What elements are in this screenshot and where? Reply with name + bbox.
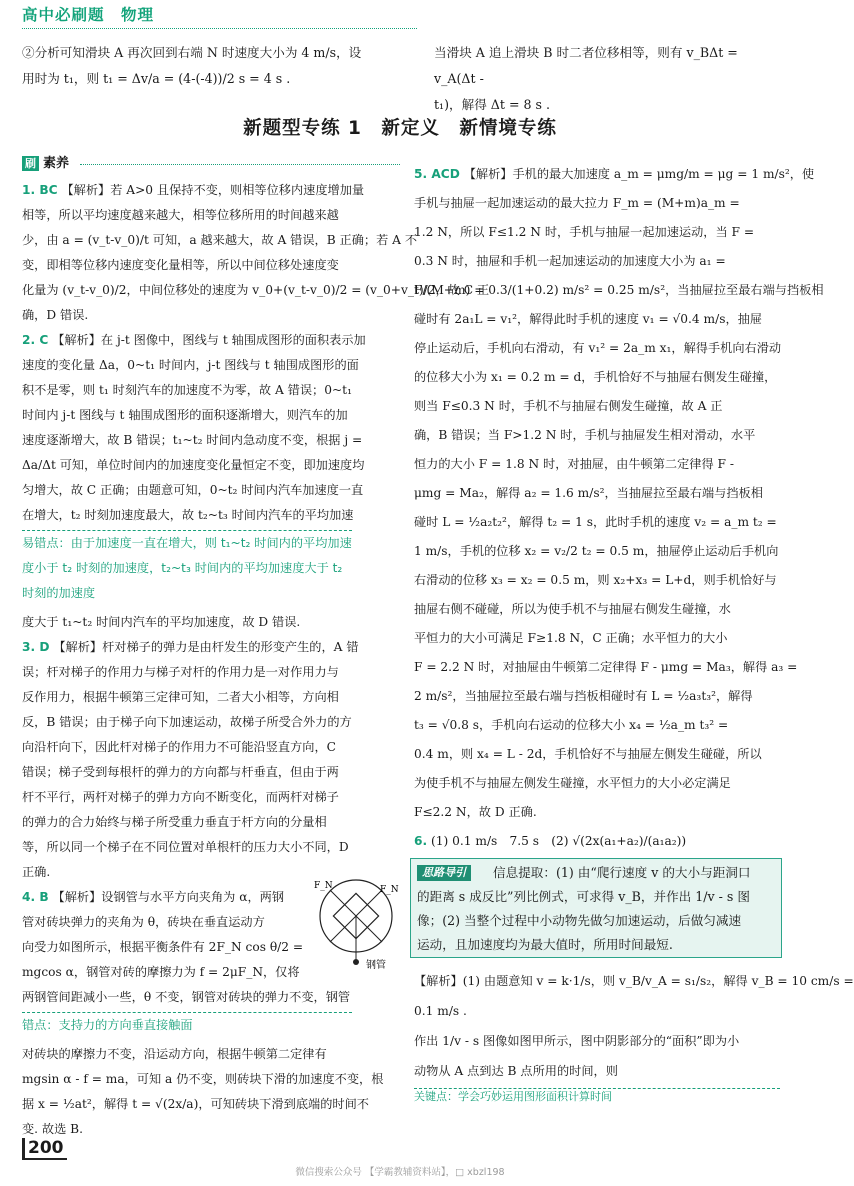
text-line (22, 635, 359, 660)
thinking-guide-box (410, 858, 782, 958)
right-column (414, 160, 824, 856)
line-text: 确，B 错误；当 F>1.2 N 时，手机与抽屉发生相对滑动，水平 (414, 428, 756, 442)
line-text: 正确. (22, 865, 51, 879)
line-text: 0.4 m，则 x₄ = L - 2d，手机恰好不与抽屉左侧发生碰碰，所以 (414, 747, 762, 761)
guide-label: 思路导引 (417, 865, 471, 881)
question-number: 5. ACD (414, 167, 460, 181)
line-text: 右滑动的位移 x₃ = x₂ = 0.5 m，则 x₂+x₃ = L+d，则手机恰好与 (414, 573, 777, 587)
guide-line: 的距离 s 成反比”列比例式，可求得 v_B，并作出 1/v - s 图 (417, 889, 750, 904)
left-subtitle: 素养 (43, 156, 70, 171)
line-text: 作出 1/v - s 图像如图甲所示，图中阴影部分的“面积”即为小 (414, 1034, 740, 1048)
text-line (414, 218, 780, 247)
line-text: 向沿杆向下，因此杆对梯子的作用力不可能沿竖直方向，C (22, 740, 337, 754)
line-text: Δa/Δt 可知，单位时间内的加速度变化量恒定不变，即加速度均 (22, 458, 365, 472)
header-title: 高中必刷题 物理 (22, 6, 155, 24)
subtitle-dotline (80, 164, 400, 165)
brush-tag: 刷 (22, 156, 39, 171)
line-text: 错误；梯子受到每根杆的弹力的方向都与杆垂直，但由于两 (22, 765, 339, 779)
text-line (22, 478, 364, 503)
line-text: 手机与抽屉一起加速运动的最大拉力 F_m = (M+m)a_m = (414, 196, 740, 210)
line-text: 速度的变化量 Δa，0~t₁ 时间内，j-t 图线与 t 轴围成图形的面 (22, 358, 359, 372)
question-number: 1. BC (22, 183, 58, 197)
text-line (22, 353, 359, 378)
question-number: 3. D (22, 640, 50, 654)
line-text: t₃ = √0.8 s，手机向右运动的位移大小 x₄ = ½a_m t₃² = (414, 718, 729, 732)
line-text: 碰时有 2a₁L = v₁²，解得此时手机的速度 v₁ = √0.4 m/s，抽屉 (414, 312, 763, 326)
line-text: 时间内 j-t 图线与 t 轴围成图形的面积逐渐增大，则汽车的加 (22, 408, 348, 422)
question-number: 4. B (22, 890, 49, 904)
header-rule (22, 28, 417, 29)
line-text: (1) 0.1 m/s 7.5 s (2) √(2x(a₁+a₂)/(a₁a₂)) (431, 834, 687, 848)
line-text: 据 x = ½at²，解得 t = √(2x/a)，可知砖块下滑到底端的时间不 (22, 1097, 369, 1111)
text-line (22, 253, 352, 278)
text-line (414, 827, 780, 856)
text-line (414, 508, 780, 537)
top-right-line: 当滑块 A 追上滑块 B 时二者位移相等，则有 v_BΔt = v_A(Δt - (434, 45, 738, 86)
line-text: 相等，所以平均速度越来越大，相等位移所用的时间越来越 (22, 208, 339, 222)
text-line (22, 278, 490, 303)
line-text: 的弹力的合力始终与梯子所受重力垂直于杆方向的分量相 (22, 815, 327, 829)
line-text: μmg = Ma₂，解得 a₂ = 1.6 m/s²，当抽屉拉至最右端与挡板相 (414, 486, 763, 500)
top-left-line: ②分析可知滑块 A 再次回到右端 N 时速度大小为 4 m/s，设 (22, 45, 362, 60)
text-line (414, 1026, 780, 1056)
left-subtitle-row (22, 150, 402, 172)
guide-line: 运动，且加速度均为最大值时，所用时间最短. (417, 937, 673, 952)
watermark: 微信搜索公众号 【学霸教辅资料站】，□ xbzl198 (295, 1167, 505, 1178)
text-line (22, 885, 352, 910)
line-text: 【解析】设钢管与水平方向夹角为 α，两钢 (52, 890, 285, 904)
text-line (22, 403, 352, 428)
text-line (22, 735, 352, 760)
pipe-label: 钢管 (366, 960, 386, 971)
line-text: 匀增大，故 C 正确；由题意可知，0~t₂ 时间内汽车加速度一直 (22, 483, 364, 497)
line-text: 则当 F≤0.3 N 时，手机不与抽屉右侧发生碰撞，故 A 正 (414, 399, 723, 413)
line-text: 【解析】杆对梯子的弹力是由杆发生的形变产生的，A 错 (53, 640, 359, 654)
text-line (22, 178, 365, 203)
text-line (22, 228, 418, 253)
text-line (414, 653, 798, 682)
line-text: F = 2.2 N 时，对抽屉由牛顿第二定律得 F - μmg = Ma₃，解得 a₃ = (414, 660, 798, 674)
note-text: 易错点：由于加速度一直在增大，则 t₁~t₂ 时间内的平均加速度小于 t₂ 时刻的加速度，t₂~t₃ 时间内的平均加速度大于 t₂ 时刻的加速度 (22, 536, 352, 600)
text-line (414, 682, 780, 711)
force-diagram (310, 870, 402, 970)
line-text: 杆不平行，两杆对梯子的弹力方向不断变化，而两杆对梯子 (22, 790, 339, 804)
margin-note (414, 1088, 780, 1104)
line-text: 两钢管间距减小一些，θ 不变，钢管对砖块的弹力不变，钢管 (22, 990, 351, 1004)
fn-label-1: F_N (314, 881, 333, 891)
text-line (414, 1056, 780, 1086)
line-text: 度大于 t₁~t₂ 时间内汽车的平均加速度，故 D 错误. (22, 615, 301, 629)
line-text: mgsin α - f = ma，可知 a 仍不变，则砖块下滑的加速度不变，根 (22, 1072, 384, 1086)
text-line (22, 1117, 352, 1142)
line-text: 为使手机不与抽屉左侧发生碰撞，水平恒力的大小必定满足 (414, 776, 731, 790)
section-title: 新题型专练 1 新定义 新情境专练 (243, 118, 557, 139)
top-left-block (22, 40, 402, 92)
line-text: 的位移大小为 x₁ = 0.2 m = d，手机恰好不与抽屉右侧发生碰撞， (414, 370, 777, 384)
line-text: 1 m/s，手机的位移 x₂ = v₂/2 t₂ = 0.5 m，抽屉停止运动后手机向 (414, 544, 779, 558)
line-text: 反作用力，根据牛顿第三定律可知，二者大小相等，方向相 (22, 690, 339, 704)
text-line (22, 1042, 352, 1067)
line-text: 误；杆对梯子的作用力与梯子对杆的作用力是一对作用力与 (22, 665, 339, 679)
line-text: F≤2.2 N，故 D 正确. (414, 805, 537, 819)
text-line (414, 769, 780, 798)
text-line (414, 160, 815, 189)
text-line (22, 660, 352, 685)
line-text: 【解析】在 j-t 图像中，图线与 t 轴围成图形的面积表示加 (52, 333, 366, 347)
text-line (414, 537, 780, 566)
line-text: 【解析】手机的最大加速度 a_m = μmg/m = μg = 1 m/s²，使 (463, 167, 815, 181)
text-line (22, 1067, 384, 1092)
text-line (414, 740, 780, 769)
line-text: 对砖块的摩擦力不变，沿运动方向，根据牛顿第二定律有 (22, 1047, 327, 1061)
line-text: 确，D 错误. (22, 308, 89, 322)
text-line (414, 363, 780, 392)
margin-note (22, 1012, 352, 1038)
note-text: 错点：支持力的方向垂直接触面 (22, 1018, 193, 1032)
line-text: 反，B 错误；由于梯子向下加速运动，故梯子所受合外力的方 (22, 715, 352, 729)
text-line (414, 966, 854, 996)
margin-note (22, 530, 352, 606)
text-line (414, 798, 780, 827)
line-text: 向受力如图所示，根据平衡条件有 2F_N cos θ/2 = (22, 940, 304, 954)
text-line (414, 334, 780, 363)
page-header (22, 2, 782, 32)
line-text: mgcos α，钢管对砖的摩擦力为 f = 2μF_N，仅将 (22, 965, 300, 979)
text-line (414, 189, 780, 218)
text-line (22, 503, 352, 528)
line-text: 【解析】(1) 由题意知 v = k·1/s，则 v_B/v_A = s₁/s₂，解得 v_B = 10 cm/s = (414, 974, 854, 988)
text-line (22, 785, 352, 810)
text-line (414, 276, 824, 305)
line-text: 平恒力的大小可满足 F≥1.8 N，C 正确；水平恒力的大小 (414, 631, 728, 645)
line-text: 速度逐渐增大，故 B 错误；t₁~t₂ 时间内急动度不变，根据 j = (22, 433, 363, 447)
line-text: 管对砖块弹力的夹角为 θ，砖块在垂直运动方 (22, 915, 265, 929)
line-text: 停止运动后，手机向右滑动，有 v₁² = 2a_m x₁，解得手机向右滑动 (414, 341, 782, 355)
text-line (22, 760, 352, 785)
text-line (22, 860, 352, 885)
text-line (414, 479, 780, 508)
right-after-block (414, 966, 854, 1108)
question-number: 2. C (22, 333, 49, 347)
note-text: 关键点：学会巧妙运用图形面积计算时间 (414, 1090, 612, 1103)
line-text: 恒力的大小 F = 1.8 N 时，对抽屉，由牛顿第二定律得 F - (414, 457, 734, 471)
text-line (22, 685, 352, 710)
text-line (414, 996, 780, 1026)
question-number: 6. (414, 834, 428, 848)
text-line (414, 595, 780, 624)
text-line (414, 450, 780, 479)
text-line (414, 566, 780, 595)
text-line (414, 624, 780, 653)
line-text: 变，即相等位移内速度变化量相等，所以中间位移处速度变 (22, 258, 339, 272)
line-text: 积不是零，则 t₁ 时刻汽车的加速度不为零，故 A 错误；0~t₁ (22, 383, 352, 397)
line-text: 化量为 (v_t-v_0)/2，中间位移处的速度为 v_0+(v_t-v_0)/2 = (v_0+v_t)/2，故 C 正 (22, 283, 490, 297)
text-line (22, 428, 363, 453)
line-text: 变. 故选 B. (22, 1122, 84, 1136)
text-line (22, 835, 352, 860)
text-line (22, 378, 352, 403)
line-text: 0.3 N 时，抽屉和手机一起加速运动的加速度大小为 a₁ = (414, 254, 726, 268)
line-text: 动物从 A 点到达 B 点所用的时间，则 (414, 1064, 618, 1078)
fn-label-2: F_N (380, 885, 399, 895)
text-line (22, 328, 366, 353)
text-line (22, 303, 352, 328)
text-line (22, 960, 352, 985)
text-line (22, 710, 352, 735)
line-text: 在增大，t₂ 时刻加速度最大，故 t₂~t₃ 时间内汽车的平均加速 (22, 508, 354, 522)
page-number: 200 (22, 1138, 67, 1160)
text-line (22, 610, 352, 635)
top-right-line: t₁)，解得 Δt = 8 s . (434, 97, 551, 112)
text-line (22, 1092, 369, 1117)
line-text: 2 m/s²，当抽屉拉至最右端与挡板相碰时有 L = ½a₃t₃²，解得 (414, 689, 753, 703)
top-left-line: 用时为 t₁，则 t₁ = Δv/a = (4-(-4))/2 s = 4 s . (22, 71, 291, 86)
text-line (22, 203, 352, 228)
text-line (22, 935, 352, 960)
line-text: 抽屉右侧不碰碰，所以为使手机不与抽屉右侧发生碰撞，水 (414, 602, 731, 616)
line-text: F/(M+m) = 0.3/(1+0.2) m/s² = 0.25 m/s²，当抽屉拉至最右端与挡板相 (414, 283, 824, 297)
text-line (414, 247, 780, 276)
line-text: 0.1 m/s . (414, 1004, 467, 1018)
text-line (414, 392, 780, 421)
text-line (414, 711, 780, 740)
line-text: 1.2 N，所以 F≤1.2 N 时，手机与抽屉一起加速运动，当 F = (414, 225, 755, 239)
text-line (414, 305, 780, 334)
text-line (22, 910, 352, 935)
text-line (22, 453, 365, 478)
top-right-block (434, 40, 780, 118)
line-text: 碰时 L = ½a₂t₂²，解得 t₂ = 1 s，此时手机的速度 v₂ = a_m t₂ = (414, 515, 777, 529)
text-line (22, 985, 352, 1010)
guide-line: 信息提取：(1) 由“爬行速度 v 的大小与距洞口 (493, 865, 751, 880)
line-text: 【解析】若 A>0 且保持不变，则相等位移内速度增加量 (61, 183, 365, 197)
line-text: 少，由 a = (v_t-v_0)/t 可知，a 越来越大，故 A 错误，B 正确；若 A 不 (22, 233, 418, 247)
text-line (22, 810, 352, 835)
text-line (414, 421, 780, 450)
line-text: 等，所以同一个梯子在不同位置对单根杆的压力大小不同，D (22, 840, 349, 854)
guide-line: 像；(2) 当整个过程中小动物先做匀加速运动，后做匀减速 (417, 913, 742, 928)
